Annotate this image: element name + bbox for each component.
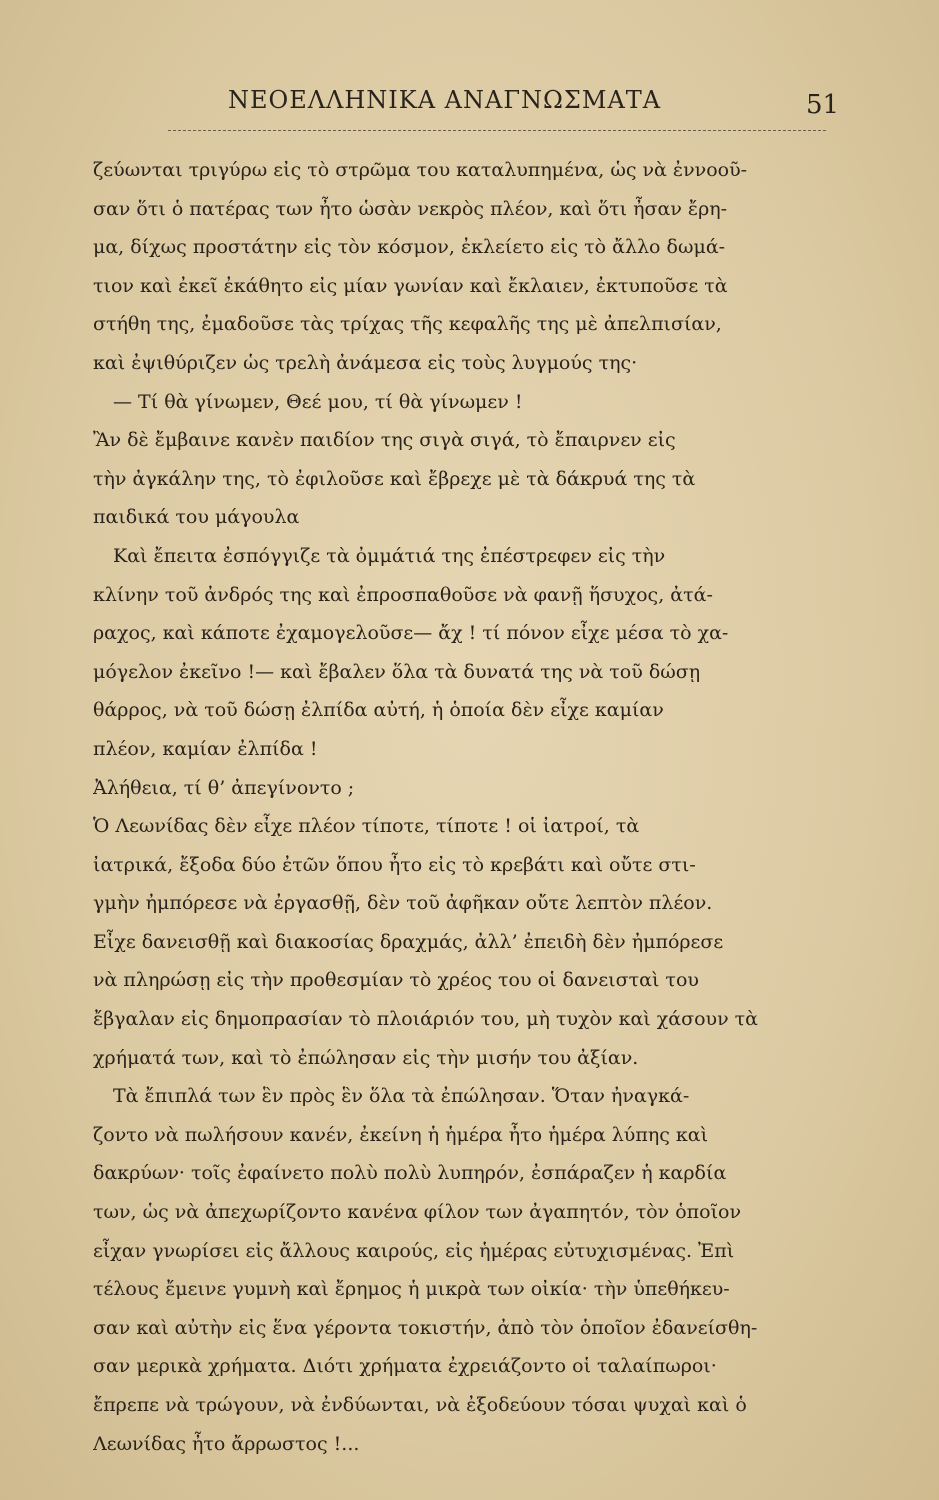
text-line: Ὁ Λεωνίδας δὲν εἶχε πλέον τίποτε, τίποτε ! οἱ ἰατροί, τὰ: [93, 815, 640, 838]
text-line: Εἶχε δανεισθῇ καὶ διακοσίας δραχμάς, ἀλλ’ ἐπειδὴ δὲν ἠμπόρεσε: [93, 930, 724, 953]
text-line: σαν ὅτι ὁ πατέρας των ἦτο ὡσὰν νεκρὸς πλέον, καὶ ὅτι ἦσαν ἔρη-: [93, 197, 728, 220]
text-line: θάρρος, νὰ τοῦ δώσῃ ἐλπίδα αὐτή, ἡ ὁποία δὲν εἶχε καμίαν: [93, 699, 664, 722]
text-line: ζοντο νὰ πωλήσουν κανέν, ἐκείνη ἡ ἡμέρα ἦτο ἡμέρα λύπης καὶ: [93, 1123, 709, 1146]
text-line: Ἂν δὲ ἔμβαινε κανὲν παιδίον της σιγὰ σιγά, τὸ ἔπαιρνεν εἰς: [93, 429, 676, 452]
text-line: γμὴν ἠμπόρεσε νὰ ἐργασθῇ, δὲν τοῦ ἀφῆκαν οὔτε λεπτὸν πλέον.: [93, 892, 713, 915]
text-line: τέλους ἔμεινε γυμνὴ καὶ ἔρημος ἡ μικρὰ των οἰκία· τὴν ὑπεθήκευ-: [93, 1278, 730, 1301]
text-line: Τὰ ἔπιπλά των ἓν πρὸς ἓν ὅλα τὰ ἐπώλησαν. Ὅταν ἠναγκά-: [113, 1085, 690, 1108]
text-line: Ἀλήθεια, τί θ’ ἀπεγίνοντο ;: [93, 776, 355, 799]
text-line: τιον καὶ ἐκεῖ ἐκάθητο εἰς μίαν γωνίαν καὶ ἔκλαιεν, ἐκτυποῦσε τὰ: [93, 274, 728, 297]
body-text: [93, 151, 800, 1463]
text-line: ἰατρικά, ἔξοδα δύο ἐτῶν ὅπου ἦτο εἰς τὸ κρεβάτι καὶ οὔτε στι-: [93, 853, 696, 876]
text-line: σαν μερικὰ χρήματα. Διότι χρήματα ἐχρειάζοντο οἱ ταλαίπωροι·: [93, 1355, 717, 1378]
text-line: μόγελον ἐκεῖνο !— καὶ ἔβαλεν ὅλα τὰ δυνατά της νὰ τοῦ δώσῃ: [93, 660, 701, 683]
text-line: ἔπρεπε νὰ τρώγουν, νὰ ἐνδύωνται, νὰ ἐξοδεύουν τόσαι ψυχαὶ καὶ ὁ: [93, 1394, 747, 1416]
text-line: εἶχαν γνωρίσει εἰς ἄλλους καιρούς, εἰς ἡμέρας εὐτυχισμένας. Ἐπὶ: [93, 1239, 735, 1262]
text-line: μα, δίχως προστάτην εἰς τὸν κόσμον, ἐκλείετο εἰς τὸ ἄλλο δωμά-: [93, 236, 726, 259]
text-line: ζεύωνται τριγύρω εἰς τὸ στρῶμα του καταλυπημένα, ὡς νὰ ἐννοοῦ-: [93, 159, 748, 181]
text-line: — Τί θὰ γίνωμεν, Θεέ μου, τί θὰ γίνωμεν !: [113, 390, 523, 413]
text-line: νὰ πληρώσῃ εἰς τὴν προθεσμίαν τὸ χρέος του οἱ δανεισταὶ του: [93, 969, 699, 992]
text-line: Λεωνίδας ἦτο ἄρρωστος !...: [93, 1432, 360, 1455]
text-line: ἔβγαλαν εἰς δημοπρασίαν τὸ πλοιάριόν του, μὴ τυχὸν καὶ χάσουν τὰ: [93, 1008, 759, 1031]
text-line: παιδικά του μάγουλα: [93, 506, 300, 529]
text-line: καὶ ἐψιθύριζεν ὡς τρελὴ ἀνάμεσα εἰς τοὺς λυγμούς της·: [93, 351, 638, 374]
text-line: πλέον, καμίαν ἐλπίδα !: [93, 737, 318, 760]
text-line: Καὶ ἔπειτα ἐσπόγγιζε τὰ ὀμμάτιά της ἐπέστρεφεν εἰς τὴν: [113, 544, 666, 567]
text-line: χρήματά των, καὶ τὸ ἐπώλησαν εἰς τὴν μισήν του ἀξίαν.: [93, 1046, 639, 1069]
text-line: ραχος, καὶ κάποτε ἐχαμογελοῦσε— ἄχ ! τί πόνον εἶχε μέσα τὸ χα-: [93, 622, 729, 645]
page-number: 51: [806, 90, 840, 120]
text-line: δακρύων· τοῖς ἐφαίνετο πολὺ πολὺ λυπηρόν, ἐσπάραζεν ἡ καρδία: [93, 1162, 727, 1185]
text-line: των, ὡς νὰ ἀπεχωρίζοντο κανένα φίλον των ἀγαπητόν, τὸν ὁποῖον: [93, 1201, 742, 1224]
header-rule: [168, 130, 826, 131]
text-line: κλίνην τοῦ ἀνδρός της καὶ ἐπροσπαθοῦσε νὰ φανῇ ἥσυχος, ἀτά-: [93, 583, 713, 606]
text-line: τὴν ἀγκάλην της, τὸ ἐφιλοῦσε καὶ ἔβρεχε μὲ τὰ δάκρυά της τὰ: [93, 467, 696, 490]
text-line: σαν καὶ αὐτὴν εἰς ἕνα γέροντα τοκιστήν, ἀπὸ τὸν ὁποῖον ἐδανείσθη-: [93, 1316, 758, 1339]
page-header: [0, 86, 939, 122]
running-title: ΝΕΟΕΛΛΗΝΙΚΑ ΑΝΑΓΝΩΣΜΑΤΑ: [228, 86, 662, 114]
text-line: στήθη της, ἐμαδοῦσε τὰς τρίχας τῆς κεφαλῆς της μὲ ἀπελπισίαν,: [93, 313, 722, 336]
